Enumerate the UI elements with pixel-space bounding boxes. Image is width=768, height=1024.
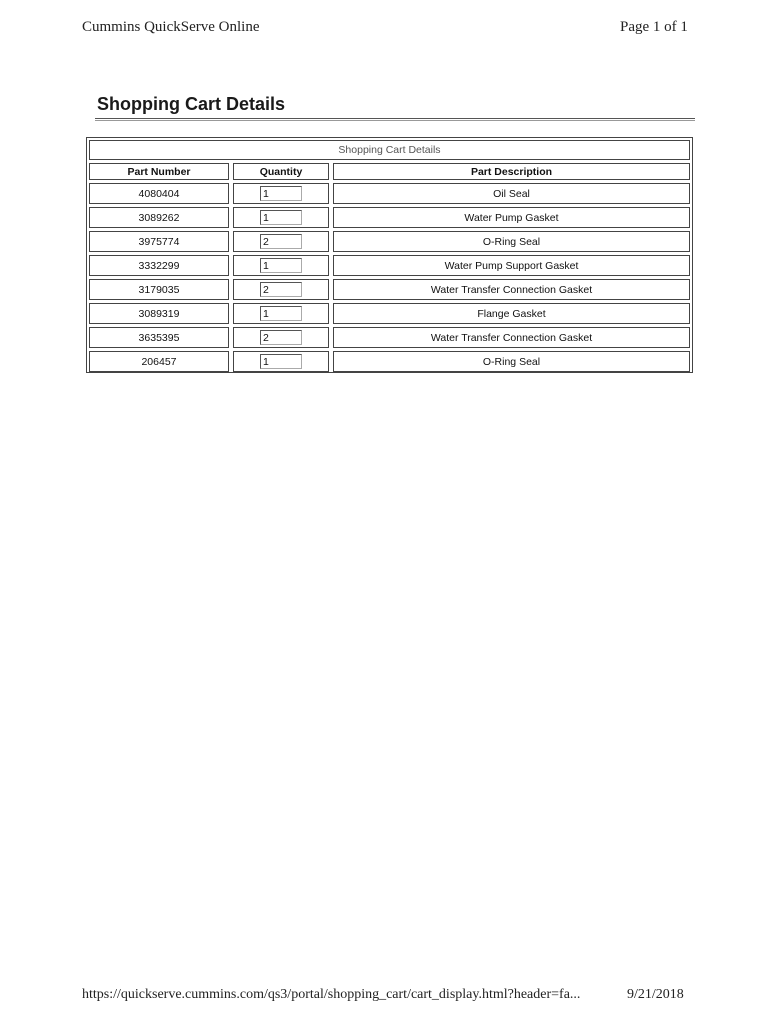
quantity-cell — [233, 303, 329, 324]
table-row — [89, 183, 690, 204]
print-header-page-indicator: Page 1 of 1 — [620, 19, 688, 35]
print-footer-date: 9/21/2018 — [627, 987, 684, 1002]
table-row — [89, 327, 690, 348]
part-number-cell: 4080404 — [89, 183, 229, 204]
quantity-cell — [233, 231, 329, 252]
table-row — [89, 351, 690, 372]
part-number-cell: 3635395 — [89, 327, 229, 348]
quantity-input[interactable] — [260, 186, 302, 201]
page-title: Shopping Cart Details — [97, 94, 286, 114]
table-caption: Shopping Cart Details — [89, 140, 690, 160]
table-row — [89, 231, 690, 252]
table-caption-row — [89, 140, 690, 160]
quantity-cell — [233, 351, 329, 372]
quantity-input[interactable] — [260, 258, 302, 273]
part-description-cell: O-Ring Seal — [333, 231, 690, 252]
part-description-cell: Water Pump Support Gasket — [333, 255, 690, 276]
quantity-cell — [233, 327, 329, 348]
quantity-cell — [233, 183, 329, 204]
part-description-cell: Water Transfer Connection Gasket — [333, 327, 690, 348]
column-header-part-number: Part Number — [89, 163, 229, 180]
part-description-cell: Water Pump Gasket — [333, 207, 690, 228]
quantity-input[interactable] — [260, 330, 302, 345]
table-header-row — [89, 163, 690, 180]
quantity-cell — [233, 279, 329, 300]
table-row — [89, 207, 690, 228]
quantity-input[interactable] — [260, 354, 302, 369]
quantity-input[interactable] — [260, 234, 302, 249]
column-header-part-description: Part Description — [333, 163, 690, 180]
part-description-cell: Oil Seal — [333, 183, 690, 204]
part-number-cell: 3975774 — [89, 231, 229, 252]
quantity-cell — [233, 207, 329, 228]
cart-rows — [89, 183, 690, 372]
shopping-cart-table — [89, 137, 690, 375]
part-number-cell: 3332299 — [89, 255, 229, 276]
part-number-cell: 3089319 — [89, 303, 229, 324]
part-number-cell: 206457 — [89, 351, 229, 372]
part-description-cell: Flange Gasket — [333, 303, 690, 324]
column-header-quantity: Quantity — [233, 163, 329, 180]
title-divider — [95, 118, 695, 121]
print-header-site-title: Cummins QuickServe Online — [82, 19, 260, 35]
part-number-cell: 3089262 — [89, 207, 229, 228]
quantity-input[interactable] — [260, 282, 302, 297]
quantity-input[interactable] — [260, 306, 302, 321]
print-footer-url: https://quickserve.cummins.com/qs3/portal/shopping_cart/cart_display.html?header=fa... — [82, 987, 581, 1002]
part-description-cell: Water Transfer Connection Gasket — [333, 279, 690, 300]
table-row — [89, 255, 690, 276]
table-row — [89, 303, 690, 324]
part-description-cell: O-Ring Seal — [333, 351, 690, 372]
part-number-cell: 3179035 — [89, 279, 229, 300]
quantity-input[interactable] — [260, 210, 302, 225]
table-row — [89, 279, 690, 300]
quantity-cell — [233, 255, 329, 276]
